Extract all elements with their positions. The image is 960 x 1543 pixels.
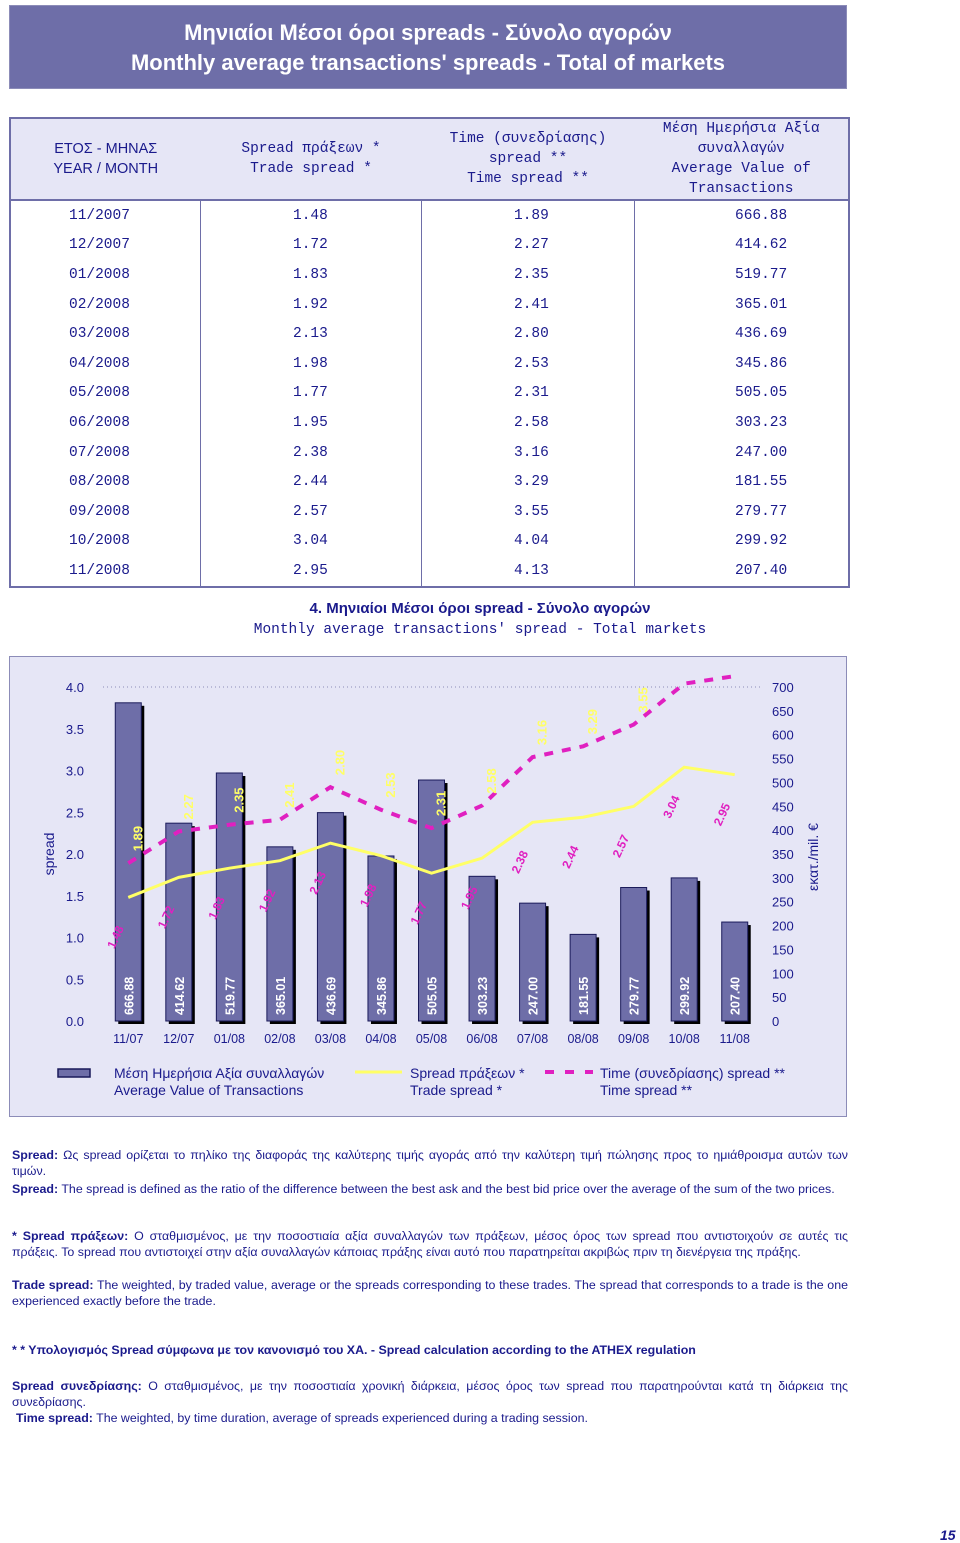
note-text: Ο σταθμισμένος, με την ποσοστιαία χρονική διάρκεια, μέσος όρος των spread που παρατηρούνται κατά τη διάρκεια της συνεδρίασης. [12, 1379, 848, 1409]
y-axis-tick-label: 0.5 [65, 972, 84, 988]
bar-value-label: 414.62 [172, 976, 187, 1015]
bar-value-label: 365.01 [273, 976, 288, 1015]
y-axis-tick-label: 1.0 [65, 930, 84, 946]
x-axis-tick-label: 10/08 [668, 1032, 700, 1046]
spread-chart [10, 657, 848, 1118]
time-spread-value-label: 1.89 [130, 825, 146, 852]
y2-axis-tick-label: 500 [772, 775, 794, 791]
time-spread-value-label: 2.58 [484, 768, 500, 794]
cell-trade-spread: 2.95 [201, 556, 422, 587]
note-spread-en [12, 1181, 848, 1197]
cell-time-spread: 3.29 [422, 467, 635, 497]
cell-time-spread: 4.13 [422, 556, 635, 587]
y-axis-tick-label: 4.0 [65, 680, 84, 695]
y-axis-tick-label: 2.0 [65, 847, 84, 862]
y2-axis-tick-label: 250 [772, 894, 794, 910]
y2-axis-tick-label: 550 [772, 751, 794, 767]
cell-average-value: 666.88 [635, 200, 850, 231]
note-label: Time spread: [16, 1411, 93, 1425]
bar-value-label: 181.55 [577, 976, 592, 1015]
cell-trade-spread: 2.44 [201, 467, 422, 497]
cell-month: 04/2008 [69, 355, 130, 372]
note-label: * Spread πράξεων: [12, 1229, 129, 1243]
note-session-spread-gr [12, 1378, 848, 1410]
time-spread-value-label: 2.27 [180, 794, 196, 820]
y-axis-tick-label: 2.5 [65, 805, 84, 821]
header-line: spread ** [488, 151, 568, 167]
legend-bar-label-gr: Μέση Ημερήσια Αξία συναλλαγών [114, 1065, 325, 1081]
y2-axis-tick-label: 100 [772, 966, 794, 982]
table-row [10, 260, 849, 290]
y-axis-tick-label: 1.5 [65, 888, 84, 904]
header-line: Trade spread * [250, 161, 372, 177]
cell-month: 03/2008 [69, 326, 130, 343]
cell-average-value: 519.77 [635, 260, 850, 290]
time-spread-value-label: 2.31 [433, 790, 449, 817]
trade-spread-value-label: 1.77 [407, 899, 431, 927]
x-axis-tick-label: 07/08 [516, 1032, 549, 1046]
trade-spread-value-label: 1.92 [255, 886, 279, 914]
cell-month: 11/2007 [69, 207, 130, 224]
note-spread-gr [12, 1147, 848, 1179]
table-row [10, 231, 849, 261]
cell-trade-spread: 3.04 [201, 527, 422, 557]
bar-value-label: 279.77 [627, 976, 642, 1015]
table-row [10, 497, 849, 527]
spreads-table [9, 117, 850, 588]
x-axis-tick-label: 12/07 [163, 1032, 195, 1046]
y2-axis-label: εκατ./mil. € [805, 823, 821, 891]
time-spread-value-label: 3.29 [585, 708, 601, 735]
header-time-spread [422, 118, 635, 200]
header-line: Time (συνεδρίασης) [449, 131, 607, 147]
legend-trade-label-gr: Spread πράξεων * [410, 1065, 525, 1081]
y2-axis-tick-label: 650 [772, 703, 794, 719]
y2-axis-tick-label: 350 [772, 847, 794, 862]
x-axis-tick-label: 11/08 [719, 1032, 750, 1046]
note-label: Spread συνεδρίασης: [12, 1379, 142, 1393]
table-row [10, 319, 849, 349]
cell-time-spread: 3.16 [422, 438, 635, 468]
cell-time-spread: 2.35 [422, 260, 635, 290]
bar-value-label: 519.77 [223, 976, 238, 1015]
x-axis-tick-label: 05/08 [415, 1032, 448, 1046]
bar-value-label: 207.40 [728, 976, 743, 1015]
cell-trade-spread: 2.57 [201, 497, 422, 527]
header-line: Time spread ** [467, 171, 589, 187]
y2-axis-tick-label: 200 [772, 918, 794, 934]
cell-month: 02/2008 [69, 296, 130, 313]
x-axis-tick-label: 06/08 [466, 1032, 498, 1046]
cell-time-spread: 2.27 [422, 231, 635, 261]
trade-spread-value-label: 2.57 [609, 832, 633, 860]
trade-spread-value-label: 2.13 [306, 869, 330, 897]
table-row [10, 527, 849, 557]
y2-axis-tick-label: 50 [772, 990, 787, 1006]
cell-trade-spread: 1.77 [201, 379, 422, 409]
chart-title-english: Monthly average transactions' spread - Total markets [253, 622, 707, 638]
trade-spread-value-label: 1.95 [458, 884, 481, 912]
time-spread-value-label: 3.16 [534, 719, 550, 746]
x-axis-tick-label: 02/08 [264, 1032, 296, 1046]
y2-axis-tick-label: 600 [772, 727, 794, 743]
bar-value-label: 666.88 [122, 976, 137, 1015]
x-axis-tick-label: 08/08 [567, 1032, 599, 1046]
cell-month: 07/2008 [69, 444, 130, 461]
header-line: Spread πράξεων * [241, 141, 381, 157]
cell-trade-spread: 2.38 [201, 438, 422, 468]
table-row [10, 438, 849, 468]
header-line: YEAR / MONTH [53, 161, 159, 177]
cell-average-value: 436.69 [635, 319, 850, 349]
table-row [10, 556, 849, 587]
legend-swatch-bar [58, 1069, 90, 1077]
cell-time-spread: 1.89 [422, 200, 635, 231]
note-text: The spread is defined as the ratio of the difference between the best ask and the best bid price over the average of the sum of the two prices. [58, 1182, 835, 1196]
trade-spread-value-label: 1.83 [205, 894, 228, 922]
legend-time-label-en: Time spread ** [600, 1082, 693, 1098]
table-row [10, 200, 849, 231]
cell-average-value: 181.55 [635, 467, 850, 497]
note-label: Spread: [12, 1182, 59, 1196]
cell-month: 05/2008 [69, 385, 130, 402]
header-line: Average Value of [671, 161, 811, 177]
table-row [10, 467, 849, 497]
trade-spread-value-label: 1.72 [154, 903, 178, 931]
y-axis-tick-label: 3.5 [65, 721, 84, 737]
cell-average-value: 345.86 [635, 349, 850, 379]
note-label: Trade spread: [12, 1278, 94, 1292]
cell-trade-spread: 2.13 [201, 319, 422, 349]
table-header-row [10, 118, 849, 200]
legend-bar-label-en: Average Value of Transactions [114, 1082, 304, 1098]
legend-trade-label-en: Trade spread * [410, 1082, 503, 1098]
note-trade-spread-en [12, 1277, 848, 1309]
y2-axis-tick-label: 400 [772, 823, 794, 839]
y2-axis-tick-label: 450 [772, 799, 794, 815]
x-axis-tick-label: 09/08 [618, 1032, 650, 1046]
time-spread-value-label: 2.35 [231, 787, 247, 813]
cell-trade-spread: 1.72 [201, 231, 422, 261]
y-axis-tick-label: 0.0 [65, 1014, 84, 1029]
header-line: Transactions [689, 181, 794, 197]
trade-spread-value-label: 3.04 [660, 793, 683, 821]
x-axis-tick-label: 03/08 [314, 1032, 347, 1046]
cell-time-spread: 2.41 [422, 290, 635, 320]
y2-axis-tick-label: 700 [772, 680, 794, 695]
note-athex-regulation: * * Υπολογισμός Spread σύμφωνα με τον κανονισμό του ΧΑ. - Spread calculation according to the ATHEX regulation [12, 1343, 696, 1357]
time-spread-value-label: 2.41 [281, 782, 297, 808]
cell-average-value: 247.00 [635, 438, 850, 468]
header-line: Μέση Ημερήσια Αξία [662, 121, 820, 137]
title-greek: Μηνιαίοι Μέσοι όροι spreads - Σύνολο αγορών [184, 20, 672, 45]
note-label: Spread: [12, 1148, 59, 1162]
cell-month: 08/2008 [69, 474, 130, 491]
legend-time-label-gr: Time (συνεδρίασης) spread ** [600, 1065, 785, 1081]
cell-average-value: 299.92 [635, 527, 850, 557]
cell-month: 12/2007 [69, 237, 130, 254]
table-row [10, 349, 849, 379]
cell-average-value: 505.05 [635, 379, 850, 409]
time-spread-value-label: 2.53 [382, 772, 398, 798]
cell-trade-spread: 1.92 [201, 290, 422, 320]
bar-value-label: 299.92 [678, 976, 693, 1015]
header-trade-spread [201, 118, 422, 200]
header-line: συναλλαγών [697, 141, 785, 157]
x-axis-tick-label: 11/07 [113, 1032, 144, 1046]
bar-value-label: 303.23 [476, 976, 491, 1015]
cell-average-value: 303.23 [635, 408, 850, 438]
cell-month: 06/2008 [69, 414, 130, 431]
bar-value-label: 247.00 [526, 976, 541, 1015]
cell-time-spread: 2.31 [422, 379, 635, 409]
chart-area [9, 656, 847, 1117]
note-text: The weighted, by time duration, average of spreads experienced during a trading session. [92, 1411, 588, 1425]
x-axis-tick-label: 01/08 [213, 1032, 245, 1046]
title-english: Monthly average transactions' spreads - Total of markets [130, 50, 726, 75]
note-trade-spread-gr [12, 1228, 848, 1260]
table-row [10, 408, 849, 438]
trade-spread-value-label: 2.38 [508, 848, 532, 876]
trade-spread-value-label: 2.44 [559, 843, 582, 871]
bar-value-label: 345.86 [374, 976, 389, 1015]
header-line: ΕΤΟΣ - ΜΗΝΑΣ [54, 141, 158, 157]
cell-month: 10/2008 [69, 533, 130, 550]
cell-trade-spread: 1.95 [201, 408, 422, 438]
time-spread-value-label: 2.80 [332, 749, 348, 776]
note-time-spread-en [12, 1410, 848, 1426]
note-text: The weighted, by traded value, average or the spreads corresponding to these trades. The spread that corresponds to a trade is the one experienced exactly before the trade. [12, 1278, 848, 1308]
bar-value-label: 436.69 [324, 976, 339, 1015]
table-row [10, 379, 849, 409]
cell-time-spread: 3.55 [422, 497, 635, 527]
header-average-value [635, 118, 850, 200]
y-axis-label: spread [41, 832, 57, 876]
cell-average-value: 207.40 [635, 556, 850, 587]
header-year-month [10, 118, 201, 200]
cell-average-value: 414.62 [635, 231, 850, 261]
cell-time-spread: 4.04 [422, 527, 635, 557]
cell-average-value: 279.77 [635, 497, 850, 527]
cell-average-value: 365.01 [635, 290, 850, 320]
cell-trade-spread: 1.83 [201, 260, 422, 290]
cell-trade-spread: 1.48 [201, 200, 422, 231]
cell-month: 11/2008 [69, 562, 130, 579]
trade-spread-value-label: 1.98 [356, 881, 380, 909]
cell-time-spread: 2.80 [422, 319, 635, 349]
note-text: Ο σταθμισμένος, με την ποσοστιαία αξία συναλλαγών των πράξεων, μέσος όρος των spread που αντιστοιχούν σε αυτές τις πράξεις. Το spread που αντιστοιχεί στην αξία συναλλαγών κάποιας πράξης είναι αυτό που παρατηρείται ακριβώς πριν τη διενέργεια της πράξης. [12, 1229, 848, 1259]
trade-spread-value-label: 2.95 [710, 800, 734, 828]
cell-time-spread: 2.53 [422, 349, 635, 379]
y-axis-tick-label: 3.0 [65, 763, 84, 779]
page-number: 15 [940, 1527, 956, 1543]
cell-time-spread: 2.58 [422, 408, 635, 438]
y2-axis-tick-label: 300 [772, 870, 794, 886]
table-row [10, 290, 849, 320]
y2-axis-tick-label: 0 [772, 1014, 780, 1029]
note-text: Ως spread ορίζεται το πηλίκο της διαφοράς της καλύτερης τιμής αγοράς από την καλύτερη τιμή πώλησης προς το ημιάθροισμα αυτών των τιμών. [12, 1148, 848, 1178]
cell-trade-spread: 1.98 [201, 349, 422, 379]
x-axis-tick-label: 04/08 [365, 1032, 397, 1046]
cell-month: 01/2008 [69, 266, 130, 283]
chart-title-greek: 4. Μηνιαίοι Μέσοι όροι spread - Σύνολο αγορών [309, 600, 651, 617]
time-spread-value-label: 3.55 [635, 687, 651, 713]
trade-spread-value-label: 1.48 [104, 923, 127, 951]
y2-axis-tick-label: 150 [772, 942, 794, 958]
page-title-banner [9, 5, 847, 89]
cell-month: 09/2008 [69, 503, 130, 520]
bar-value-label: 505.05 [425, 976, 440, 1015]
